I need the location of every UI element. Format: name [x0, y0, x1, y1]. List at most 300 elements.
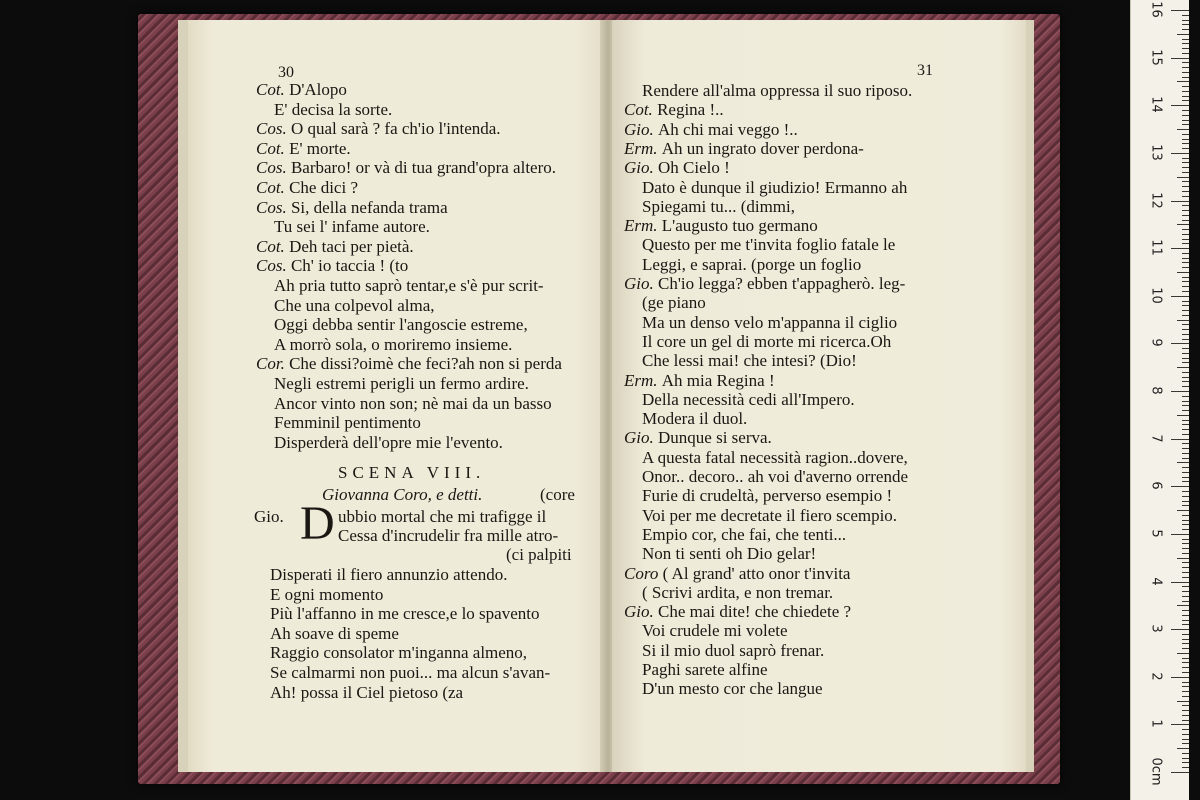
ruler-tick: [1177, 415, 1189, 416]
ruler-tick: [1182, 634, 1189, 635]
verse-line: [256, 178, 358, 197]
line-text: Tu sei l' infame autore.: [274, 217, 430, 237]
ruler-label: 0cm: [1148, 757, 1164, 786]
ruler-label: 13: [1148, 144, 1164, 161]
verse-line: [642, 255, 861, 274]
ruler-tick: [1182, 172, 1189, 173]
line-text: Voi per me decretate il fiero scempio.: [642, 505, 898, 525]
verse-line: [270, 624, 399, 643]
verse-line: [256, 80, 347, 99]
line-text: Più l'affanno in me cresce,e lo spavento: [270, 604, 540, 624]
line-text: Raggio consolator m'inganna almeno,: [270, 643, 528, 663]
ruler-tick: [1182, 648, 1189, 649]
speaker-label: Cos.: [256, 197, 291, 217]
verse-line: [624, 158, 730, 177]
ruler-label: 16: [1148, 1, 1164, 18]
verse-line: [642, 197, 795, 216]
ruler-tick: [1182, 405, 1189, 406]
verse-line: [624, 428, 772, 447]
ruler-tick: [1182, 710, 1189, 711]
ruler-label: 2: [1148, 672, 1164, 681]
verse-line: [270, 683, 463, 702]
verse-line: [642, 679, 823, 698]
verse-line: [274, 394, 552, 413]
line-text: Ah soave di speme: [270, 623, 399, 643]
ruler-tick: [1182, 291, 1189, 292]
ruler-tick: [1182, 148, 1189, 149]
ruler-tick: [1182, 491, 1189, 492]
verse-line: [642, 351, 857, 370]
line-text: Empio cor, che fai, che tenti...: [642, 524, 847, 544]
ruler-tick: [1182, 167, 1189, 168]
verse-line: [642, 235, 895, 254]
verse-line: [642, 641, 824, 660]
ruler-tick: [1177, 177, 1189, 178]
ruler-tick: [1182, 53, 1189, 54]
speaker-label: Gio.: [624, 119, 658, 139]
ruler-tick: [1182, 86, 1189, 87]
stage-direction-right: (core: [540, 485, 575, 504]
verse-line: [256, 237, 414, 256]
line-text: Si, della nefanda trama: [290, 197, 448, 217]
ruler-tick: [1182, 620, 1189, 621]
ruler-tick: [1182, 48, 1189, 49]
line-text: Che mai dite! che chiedete ?: [658, 602, 852, 622]
line-text: Se calmarmi non puoi... ma alcun s'avan-: [270, 663, 551, 682]
line-text: Ah mia Regina !: [661, 370, 775, 390]
ruler-tick: [1182, 658, 1189, 659]
ruler-tick: [1182, 329, 1189, 330]
line-text: Leggi, e saprai. (porge un foglio: [642, 254, 862, 274]
line-text: Ancor vinto non son; nè mai da un basso: [274, 393, 552, 413]
ruler-tick: [1182, 682, 1189, 683]
ruler-tick: [1182, 524, 1189, 525]
line-text: E' decisa la sorte.: [274, 99, 393, 119]
verse-line: [642, 313, 897, 332]
verse-line: [624, 371, 775, 390]
speaker-label: Gio.: [624, 602, 658, 622]
ruler-tick: [1182, 577, 1189, 578]
line-text: Che una colpevol alma,: [274, 295, 435, 315]
ruler-tick: [1182, 601, 1189, 602]
ruler-tick: [1182, 739, 1189, 740]
ruler-tick: [1182, 396, 1189, 397]
ruler-label: 10: [1148, 286, 1164, 304]
line-text: Questo per me t'invita foglio fatale le: [642, 235, 896, 255]
drop-line-3: (ci palpiti: [506, 545, 572, 564]
line-text: Dunque si serva.: [658, 428, 772, 448]
line-text: Modera il duol.: [642, 409, 748, 429]
verse-line: [624, 139, 864, 158]
speaker-label: Cot.: [256, 178, 290, 197]
ruler-tick: [1171, 58, 1189, 59]
line-text: Che dici ?: [289, 178, 358, 197]
ruler-tick: [1182, 496, 1189, 497]
ruler-label: 14: [1148, 96, 1164, 114]
ruler-tick: [1182, 100, 1189, 101]
verse-line: [274, 217, 430, 236]
ruler-tick: [1182, 253, 1189, 254]
ruler-label: 12: [1148, 191, 1164, 209]
line-text: Si il mio duol saprò frenar.: [642, 640, 825, 660]
ruler-tick: [1182, 315, 1189, 316]
verse-line: [624, 120, 798, 139]
ruler-tick: [1182, 458, 1189, 459]
ruler-tick: [1171, 439, 1189, 440]
ruler-tick: [1182, 667, 1189, 668]
ruler-tick: [1177, 462, 1189, 463]
verse-line: [270, 585, 383, 604]
ruler-tick: [1171, 296, 1189, 297]
ruler-tick: [1177, 81, 1189, 82]
ruler-tick: [1182, 515, 1189, 516]
ruler-tick: [1177, 701, 1189, 702]
ruler-tick: [1182, 734, 1189, 735]
verse-line: [624, 274, 905, 293]
speaker-label: Cos.: [256, 119, 291, 139]
line-text: Furie di crudeltà, perverso esempio !: [642, 486, 893, 506]
ruler-label: 11: [1148, 239, 1164, 256]
verse-line: [274, 335, 512, 354]
ruler-label: 1: [1148, 719, 1164, 729]
ruler-tick: [1182, 567, 1189, 568]
line-text: Ah un ingrato dover perdona-: [661, 138, 864, 158]
ruler-tick: [1182, 729, 1189, 730]
speaker-label: Cot.: [256, 80, 290, 99]
verse-line: [642, 660, 768, 679]
verse-line: [274, 433, 503, 452]
verse-line: [642, 525, 846, 544]
speaker-label: Erm.: [624, 370, 662, 390]
verse-line: [256, 139, 351, 158]
verse-line: [274, 374, 529, 393]
ruler-tick: [1182, 91, 1189, 92]
ruler-tick: [1182, 191, 1189, 192]
ruler-label: 8: [1148, 386, 1164, 395]
ruler-tick: [1182, 424, 1189, 425]
ruler-tick: [1182, 672, 1189, 673]
ruler-tick: [1182, 372, 1189, 373]
verse-line: [270, 643, 527, 662]
verse-line: [274, 413, 421, 432]
measuring-ruler: [1130, 0, 1189, 800]
verse-line: [642, 332, 891, 351]
verse-line: [256, 256, 408, 275]
speaker-label: Cos.: [256, 256, 291, 276]
ruler-tick: [1182, 96, 1189, 97]
ruler-tick: [1171, 248, 1189, 249]
verse-line: [642, 81, 912, 100]
line-text: Ch' io taccia ! (to: [290, 256, 409, 276]
verse-line: [624, 602, 851, 621]
speaker-label: Gio.: [624, 274, 658, 293]
ruler-tick: [1182, 377, 1189, 378]
verse-line: [642, 178, 907, 197]
ruler-tick: [1177, 605, 1189, 606]
ruler-tick: [1171, 677, 1189, 678]
ruler-tick: [1182, 196, 1189, 197]
line-text: Negli estremi perigli un fermo ardire.: [274, 374, 529, 393]
ruler-tick: [1182, 43, 1189, 44]
ruler-tick: [1182, 696, 1189, 697]
ruler-tick: [1171, 201, 1189, 202]
ruler-tick: [1182, 181, 1189, 182]
verse-line: [642, 409, 747, 428]
ruler-tick: [1177, 510, 1189, 511]
speaker-label: Cot.: [256, 138, 290, 158]
verse-line: [624, 564, 850, 583]
speaker-label: Cot.: [624, 100, 658, 120]
ruler-tick: [1182, 615, 1189, 616]
ruler-tick: [1182, 24, 1189, 25]
ruler-tick: [1182, 310, 1189, 311]
line-text: D'un mesto cor che langue: [642, 679, 823, 699]
ruler-tick: [1182, 410, 1189, 411]
ruler-tick: [1182, 472, 1189, 473]
line-text: Che lessi mai! che intesi? (Dio!: [642, 351, 857, 371]
ruler-tick: [1182, 186, 1189, 187]
ruler-tick: [1171, 343, 1189, 344]
ruler-tick: [1182, 348, 1189, 349]
ruler-tick: [1182, 62, 1189, 63]
ruler-tick: [1182, 229, 1189, 230]
ruler-tick: [1182, 353, 1189, 354]
ruler-tick: [1182, 610, 1189, 611]
ruler-tick: [1182, 267, 1189, 268]
verse-line: [642, 583, 833, 602]
ruler-tick: [1182, 134, 1189, 135]
ruler-tick: [1182, 596, 1189, 597]
ruler-tick: [1171, 629, 1189, 630]
ruler-tick: [1182, 505, 1189, 506]
ruler-tick: [1182, 362, 1189, 363]
line-text: Spiegami tu... (dimmi,: [642, 196, 795, 216]
ruler-tick: [1182, 381, 1189, 382]
verse-line: [256, 198, 448, 217]
line-text: Regina !..: [657, 100, 724, 120]
line-text: Rendere all'alma oppressa il suo riposo.: [642, 81, 913, 100]
verse-line: [274, 100, 392, 119]
line-text: Onor.. decoro.. ah voi d'averno orrende: [642, 467, 908, 486]
ruler-tick: [1182, 67, 1189, 68]
ruler-tick: [1182, 420, 1189, 421]
speaker-label: Cos.: [256, 158, 291, 178]
speaker-label: Gio.: [624, 158, 658, 178]
line-text: Deh taci per pietà.: [289, 236, 414, 256]
line-text: Della necessità cedi all'Impero.: [642, 389, 855, 409]
right-page: [612, 20, 1034, 772]
ruler-tick: [1182, 715, 1189, 716]
left-page: [178, 20, 618, 772]
line-text: Che dissi?oimè che feci?ah non si perda: [289, 354, 562, 374]
ruler-tick: [1182, 591, 1189, 592]
verse-line: [274, 276, 544, 295]
ruler-label: 9: [1148, 338, 1164, 348]
line-text: Ma un denso velo m'appanna il ciglio: [642, 312, 898, 332]
ruler-tick: [1182, 286, 1189, 287]
stage-direction: Giovanna Coro, e detti.: [322, 485, 483, 504]
ruler-tick: [1171, 534, 1189, 535]
verse-line: [256, 158, 556, 177]
ruler-tick: [1182, 386, 1189, 387]
ruler-tick: [1182, 429, 1189, 430]
speaker-label: Cor.: [256, 354, 290, 374]
ruler-tick: [1182, 705, 1189, 706]
line-text: Ah! possa il Ciel pietoso (za: [270, 682, 464, 702]
ruler-tick: [1177, 653, 1189, 654]
ruler-tick: [1182, 520, 1189, 521]
verse-line: [256, 354, 562, 373]
ruler-tick: [1171, 391, 1189, 392]
line-text: Dato è dunque il giudizio! Ermanno ah: [642, 177, 908, 197]
ruler-tick: [1182, 301, 1189, 302]
ruler-tick: [1182, 758, 1189, 759]
ruler-tick: [1182, 572, 1189, 573]
ruler-tick: [1182, 262, 1189, 263]
ruler-tick: [1182, 720, 1189, 721]
ruler-tick: [1182, 539, 1189, 540]
ruler-tick: [1182, 120, 1189, 121]
ruler-tick: [1182, 281, 1189, 282]
verse-line: [642, 390, 855, 409]
speaker-label: Cot.: [256, 236, 290, 256]
ruler-tick: [1177, 34, 1189, 35]
ruler-tick: [1182, 239, 1189, 240]
ruler-tick: [1182, 448, 1189, 449]
drop-line-2: Cessa d'incrudelir fra mille atro-: [338, 526, 559, 545]
ruler-tick: [1177, 320, 1189, 321]
ruler-tick: [1182, 110, 1189, 111]
ruler-tick: [1182, 358, 1189, 359]
verse-line: [642, 544, 816, 563]
verse-line: [642, 448, 908, 467]
line-text: Barbaro! or và di tua grand'opra altero.: [290, 158, 557, 178]
line-text: A morrò sola, o moriremo insieme.: [274, 334, 513, 354]
ruler-tick: [1171, 772, 1189, 773]
verse-line: [642, 621, 788, 640]
ruler-tick: [1177, 272, 1189, 273]
ruler-tick: [1182, 662, 1189, 663]
ruler-label: 4: [1148, 576, 1164, 586]
drop-line-1: ubbio mortal che mi trafigge il: [338, 507, 547, 526]
ruler-tick: [1182, 115, 1189, 116]
line-text: Ah pria tutto saprò tentar,e s'è pur scrit-: [274, 276, 544, 295]
ruler-tick: [1182, 548, 1189, 549]
ruler-tick: [1171, 153, 1189, 154]
line-text: Voi crudele mi volete: [642, 621, 788, 641]
line-text: (ge piano: [642, 293, 706, 313]
line-text: Femminil pentimento: [274, 413, 421, 433]
line-text: ( Al grand' atto onor t'invita: [662, 563, 851, 583]
line-text: Non ti senti oh Dio gelar!: [642, 544, 817, 564]
ruler-tick: [1182, 691, 1189, 692]
line-text: ( Scrivi ardita, e non tremar.: [642, 582, 834, 602]
ruler-label: 7: [1148, 433, 1164, 443]
verse-line: [274, 315, 528, 334]
verse-line: [642, 293, 706, 312]
ruler-tick: [1182, 72, 1189, 73]
ruler-tick: [1182, 543, 1189, 544]
ruler-tick: [1177, 748, 1189, 749]
ruler-tick: [1182, 753, 1189, 754]
ruler-tick: [1182, 481, 1189, 482]
ruler-tick: [1182, 15, 1189, 16]
line-text: Paghi sarete alfine: [642, 660, 768, 679]
ruler-tick: [1182, 586, 1189, 587]
verse-line: [270, 663, 550, 682]
line-text: Ah chi mai veggo !..: [658, 119, 798, 139]
ruler-tick: [1182, 453, 1189, 454]
ruler-tick: [1171, 582, 1189, 583]
ruler-tick: [1182, 77, 1189, 78]
ruler-tick: [1182, 743, 1189, 744]
ruler-tick: [1182, 20, 1189, 21]
ruler-tick: [1171, 486, 1189, 487]
ruler-tick: [1182, 158, 1189, 159]
ruler-tick: [1182, 686, 1189, 687]
ruler-tick: [1182, 529, 1189, 530]
ruler-tick: [1182, 39, 1189, 40]
ruler-tick: [1182, 243, 1189, 244]
ruler-label: 15: [1148, 48, 1164, 66]
ruler-tick: [1177, 558, 1189, 559]
ruler-tick: [1182, 210, 1189, 211]
ruler-tick: [1182, 477, 1189, 478]
line-text: Oggi debba sentir l'angoscie estreme,: [274, 315, 528, 335]
line-text: E ogni momento: [270, 584, 384, 604]
line-text: Ch'io legga? ebben t'appagherò. leg-: [658, 274, 906, 293]
verse-line: [256, 119, 501, 138]
ruler-tick: [1182, 29, 1189, 30]
page-number: 31: [917, 62, 933, 79]
ruler-tick: [1182, 234, 1189, 235]
ruler-tick: [1182, 162, 1189, 163]
line-text: D'Alopo: [289, 80, 347, 99]
verse-line: [642, 467, 908, 486]
verse-line: [624, 216, 818, 235]
ruler-tick: [1182, 643, 1189, 644]
line-text: O qual sarà ? fa ch'io l'intenda.: [290, 119, 501, 139]
ruler-tick: [1182, 305, 1189, 306]
speaker-label: Erm.: [624, 216, 662, 236]
verse-line: [274, 296, 435, 315]
verse-line: [642, 506, 897, 525]
speaker-label: Coro: [624, 563, 663, 583]
ruler-tick: [1182, 639, 1189, 640]
ruler-tick: [1182, 434, 1189, 435]
line-text: Disperderà dell'opre mie l'evento.: [274, 432, 503, 452]
ruler-label: 5: [1148, 529, 1164, 538]
ruler-tick: [1182, 339, 1189, 340]
ruler-tick: [1182, 143, 1189, 144]
ruler-tick: [1182, 443, 1189, 444]
ruler-tick: [1182, 767, 1189, 768]
ruler-tick: [1182, 467, 1189, 468]
ruler-tick: [1171, 724, 1189, 725]
ruler-tick: [1182, 562, 1189, 563]
verse-line: [624, 100, 724, 119]
line-text: Oh Cielo !: [658, 158, 730, 178]
drop-speaker: Gio.: [254, 507, 284, 526]
ruler-tick: [1171, 10, 1189, 11]
ruler-tick: [1182, 553, 1189, 554]
line-text: Il core un gel di morte mi ricerca.Oh: [642, 331, 892, 351]
verse-line: [642, 486, 892, 505]
ruler-tick: [1182, 220, 1189, 221]
line-text: E' morte.: [289, 138, 351, 158]
drop-cap: D: [300, 497, 335, 550]
ruler-tick: [1182, 501, 1189, 502]
